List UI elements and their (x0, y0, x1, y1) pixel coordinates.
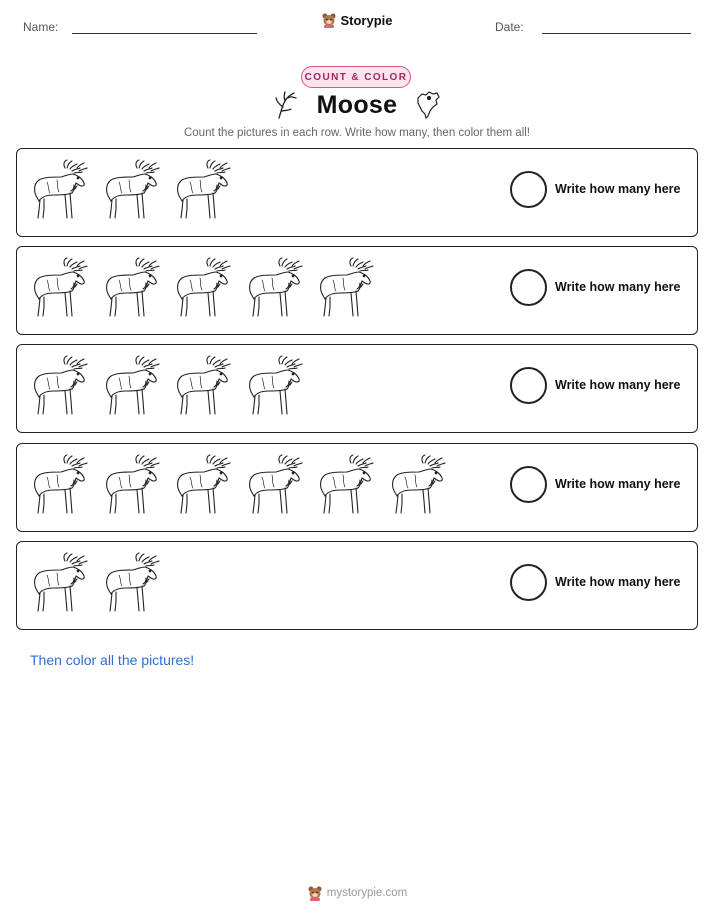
picture-group (27, 551, 170, 615)
moose-icon (170, 158, 234, 222)
moose-icon (242, 354, 306, 418)
counting-row-1 (16, 148, 698, 237)
site-footer (0, 885, 714, 901)
moose-icon (242, 256, 306, 320)
moose-icon (27, 158, 91, 222)
answer-circle[interactable] (510, 367, 547, 404)
counting-row-5 (16, 541, 698, 630)
storypie-bear-logo-icon (321, 12, 337, 28)
answer-circle[interactable] (510, 466, 547, 503)
moose-icon (27, 354, 91, 418)
moose-icon (313, 453, 377, 517)
moose-icon (99, 158, 163, 222)
counting-row-2 (16, 246, 698, 335)
name-label: Name: (23, 20, 59, 34)
answer-label: Write how many here (555, 378, 681, 393)
title-row (0, 90, 714, 120)
moose-icon (99, 551, 163, 615)
answer-circle[interactable] (510, 564, 547, 601)
counting-rows (16, 148, 698, 639)
footer-note: Then color all the pictures! (30, 652, 195, 668)
moose-icon (242, 453, 306, 517)
moose-icon (170, 453, 234, 517)
page-title: Moose (316, 90, 398, 119)
count-color-badge: COUNT & COLOR (301, 66, 411, 88)
north-america-map-icon (415, 90, 441, 120)
picture-group (27, 256, 385, 320)
answer-label: Write how many here (555, 182, 681, 196)
picture-group (27, 158, 242, 222)
moose-icon (313, 256, 377, 320)
answer-label: Write how many here (555, 476, 681, 491)
counting-row-4 (16, 443, 698, 532)
moose-icon (27, 551, 91, 615)
answer-circle[interactable] (510, 171, 547, 208)
name-line[interactable] (72, 33, 257, 34)
picture-group (27, 453, 457, 517)
counting-row-3 (16, 344, 698, 433)
antler-icon (273, 90, 299, 120)
picture-group (27, 354, 313, 418)
moose-icon (27, 256, 91, 320)
site-url[interactable]: mystorypie.com (326, 887, 408, 899)
storypie-bear-logo-icon (307, 885, 323, 901)
moose-icon (99, 354, 163, 418)
instructions: Count the pictures in each row. Write how many, then color them all! (183, 127, 531, 139)
answer-label: Write how many here (555, 280, 681, 295)
moose-icon (27, 453, 91, 517)
answer-label: Write how many here (555, 574, 681, 589)
moose-icon (99, 256, 163, 320)
moose-icon (170, 256, 234, 320)
date-line[interactable] (542, 33, 691, 34)
answer-circle[interactable] (510, 269, 547, 306)
moose-icon (170, 354, 234, 418)
moose-icon (385, 453, 449, 517)
moose-icon (99, 453, 163, 517)
brand-name: Storypie (340, 12, 393, 28)
date-label: Date: (495, 20, 524, 34)
brand-logo (0, 12, 714, 28)
